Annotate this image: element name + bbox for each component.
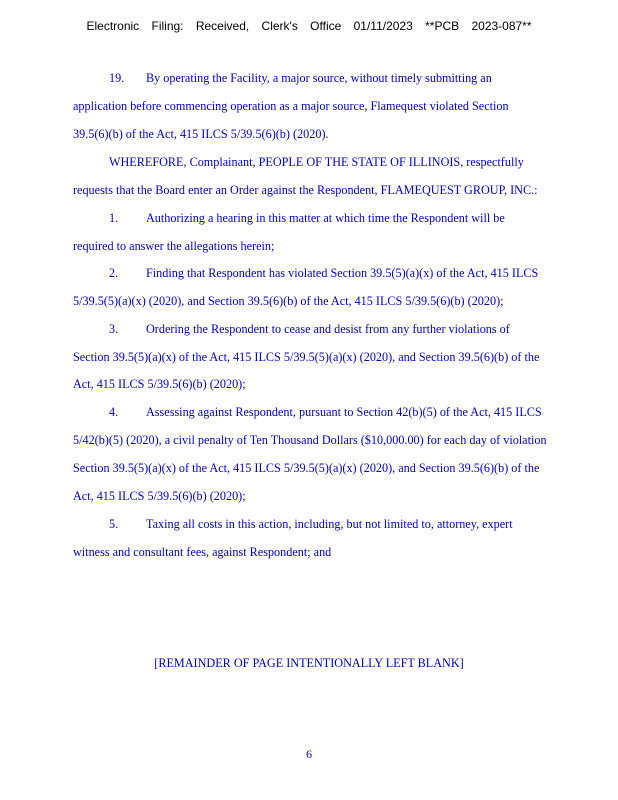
item-5-line-1: 5. Taxing all costs in this action, including, but not limited to, attorney, expert	[109, 517, 513, 531]
item-number: 2.	[109, 266, 119, 280]
item-1-line-2: required to answer the allegations herein;	[73, 239, 275, 253]
wherefore-line-2: requests that the Board enter an Order against the Respondent, FLAMEQUEST GROUP, INC.:	[73, 183, 538, 197]
item-4-line-2: 5/42(b)(5) (2020), a civil penalty of Ten Thousand Dollars ($10,000.00) for each day of violation	[73, 433, 547, 447]
paragraph-19-line-2: application before commencing operation as a major source, Flamequest violated Section	[73, 99, 509, 113]
wherefore-line-1: WHEREFORE, Complainant, PEOPLE OF THE STATE OF ILLINOIS, respectfully	[109, 155, 524, 169]
item-number: 5.	[109, 517, 119, 531]
paragraph-19-line-1: 19. By operating the Facility, a major source, without timely submitting an	[109, 71, 492, 85]
paragraph-number: 19.	[109, 71, 125, 85]
item-4-line-4: Act, 415 ILCS 5/39.5(6)(b) (2020);	[73, 489, 246, 503]
item-3-line-1: 3. Ordering the Respondent to cease and desist from any further violations of	[109, 322, 510, 336]
item-4-line-3: Section 39.5(5)(a)(x) of the Act, 415 ILCS 5/39.5(5)(a)(x) (2020), and Section 39.5(6)(b) of the	[73, 461, 540, 475]
item-5-line-2: witness and consultant fees, against Respondent; and	[73, 545, 332, 559]
item-3-line-2: Section 39.5(5)(a)(x) of the Act, 415 ILCS 5/39.5(5)(a)(x) (2020), and Section 39.5(6)(b) of the	[73, 350, 540, 364]
item-number: 3.	[109, 322, 119, 336]
paragraph-19-line-3: 39.5(6)(b) of the Act, 415 ILCS 5/39.5(6)(b) (2020).	[73, 127, 329, 141]
filing-header: Electronic Filing: Received, Clerk's Office 01/11/2023 **PCB 2023-087**	[86, 19, 532, 33]
remainder-blank-note: [REMAINDER OF PAGE INTENTIONALLY LEFT BLANK]	[154, 656, 464, 670]
item-number: 1.	[109, 211, 119, 225]
item-2-line-1: 2. Finding that Respondent has violated Section 39.5(5)(a)(x) of the Act, 415 ILCS	[109, 266, 539, 280]
item-4-line-1: 4. Assessing against Respondent, pursuant to Section 42(b)(5) of the Act, 415 ILCS	[109, 405, 542, 419]
item-2-line-2: 5/39.5(5)(a)(x) (2020), and Section 39.5(6)(b) of the Act, 415 ILCS 5/39.5(6)(b) (2020);	[73, 294, 504, 308]
item-number: 4.	[109, 405, 119, 419]
item-1-line-1: 1. Authorizing a hearing in this matter at which time the Respondent will be	[109, 211, 505, 225]
page-number: 6	[306, 747, 312, 761]
item-3-line-3: Act, 415 ILCS 5/39.5(6)(b) (2020);	[73, 377, 246, 391]
